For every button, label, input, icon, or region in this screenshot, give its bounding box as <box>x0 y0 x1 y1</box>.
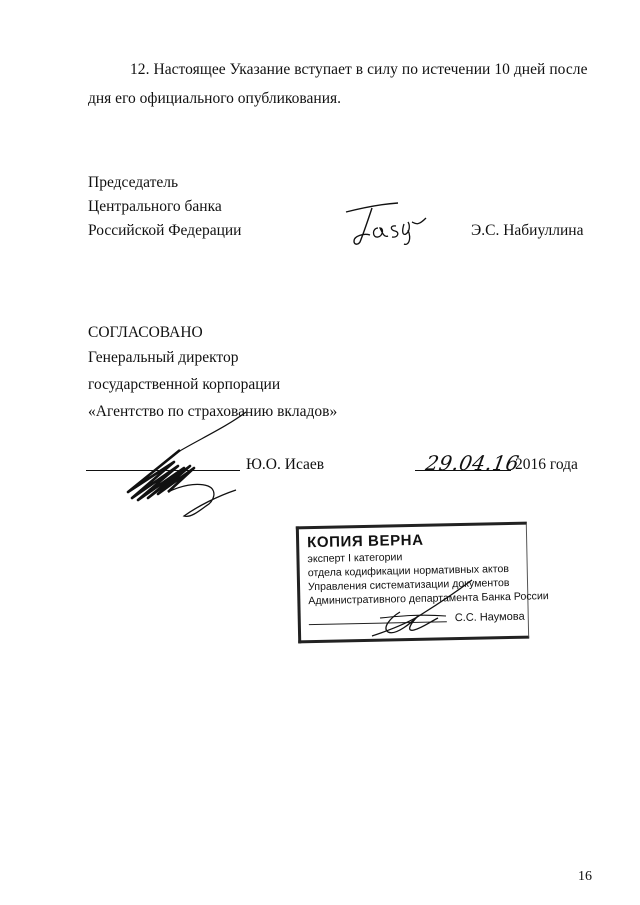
stamp-name: С.С. Наумова <box>454 610 525 625</box>
paragraph-line-2: дня его официального опубликования. <box>88 90 342 107</box>
date-line <box>415 470 511 471</box>
page-number: 16 <box>578 869 592 884</box>
stamp-title: КОПИЯ ВЕРНА <box>306 531 424 552</box>
paragraph-line-1: 12. Настоящее Указание вступает в силу по истечении 10 дней после <box>130 61 588 78</box>
handwritten-date: 29.04.16 <box>423 451 522 475</box>
chairman-title-line-2: Центрального банка <box>88 198 222 215</box>
agreed-heading: СОГЛАСОВАНО <box>88 324 203 341</box>
agreed-year: 2016 года <box>515 456 578 473</box>
chairman-title-line-1: Председатель <box>88 174 179 191</box>
agreed-line-3: «Агентство по страхованию вкладов» <box>88 403 338 420</box>
stamp-line-2: отдела кодификации нормативных актов <box>307 562 510 580</box>
chairman-name: Э.С. Набиуллина <box>471 222 584 239</box>
stamp-line-3: Управления систематизации документов <box>307 576 510 594</box>
agreed-line-2: государственной корпорации <box>88 376 281 393</box>
agreed-line-1: Генеральный директор <box>88 349 239 366</box>
stamp-signature <box>360 578 480 642</box>
isaev-signature <box>118 410 258 522</box>
chairman-title-line-3: Российской Федерации <box>88 222 242 239</box>
stamp-line-1: эксперт I категории <box>307 551 403 566</box>
stamp-line-4: Административного департамента Банка России <box>308 590 549 608</box>
agreed-name: Ю.О. Исаев <box>246 456 325 473</box>
chairman-signature <box>338 200 433 246</box>
